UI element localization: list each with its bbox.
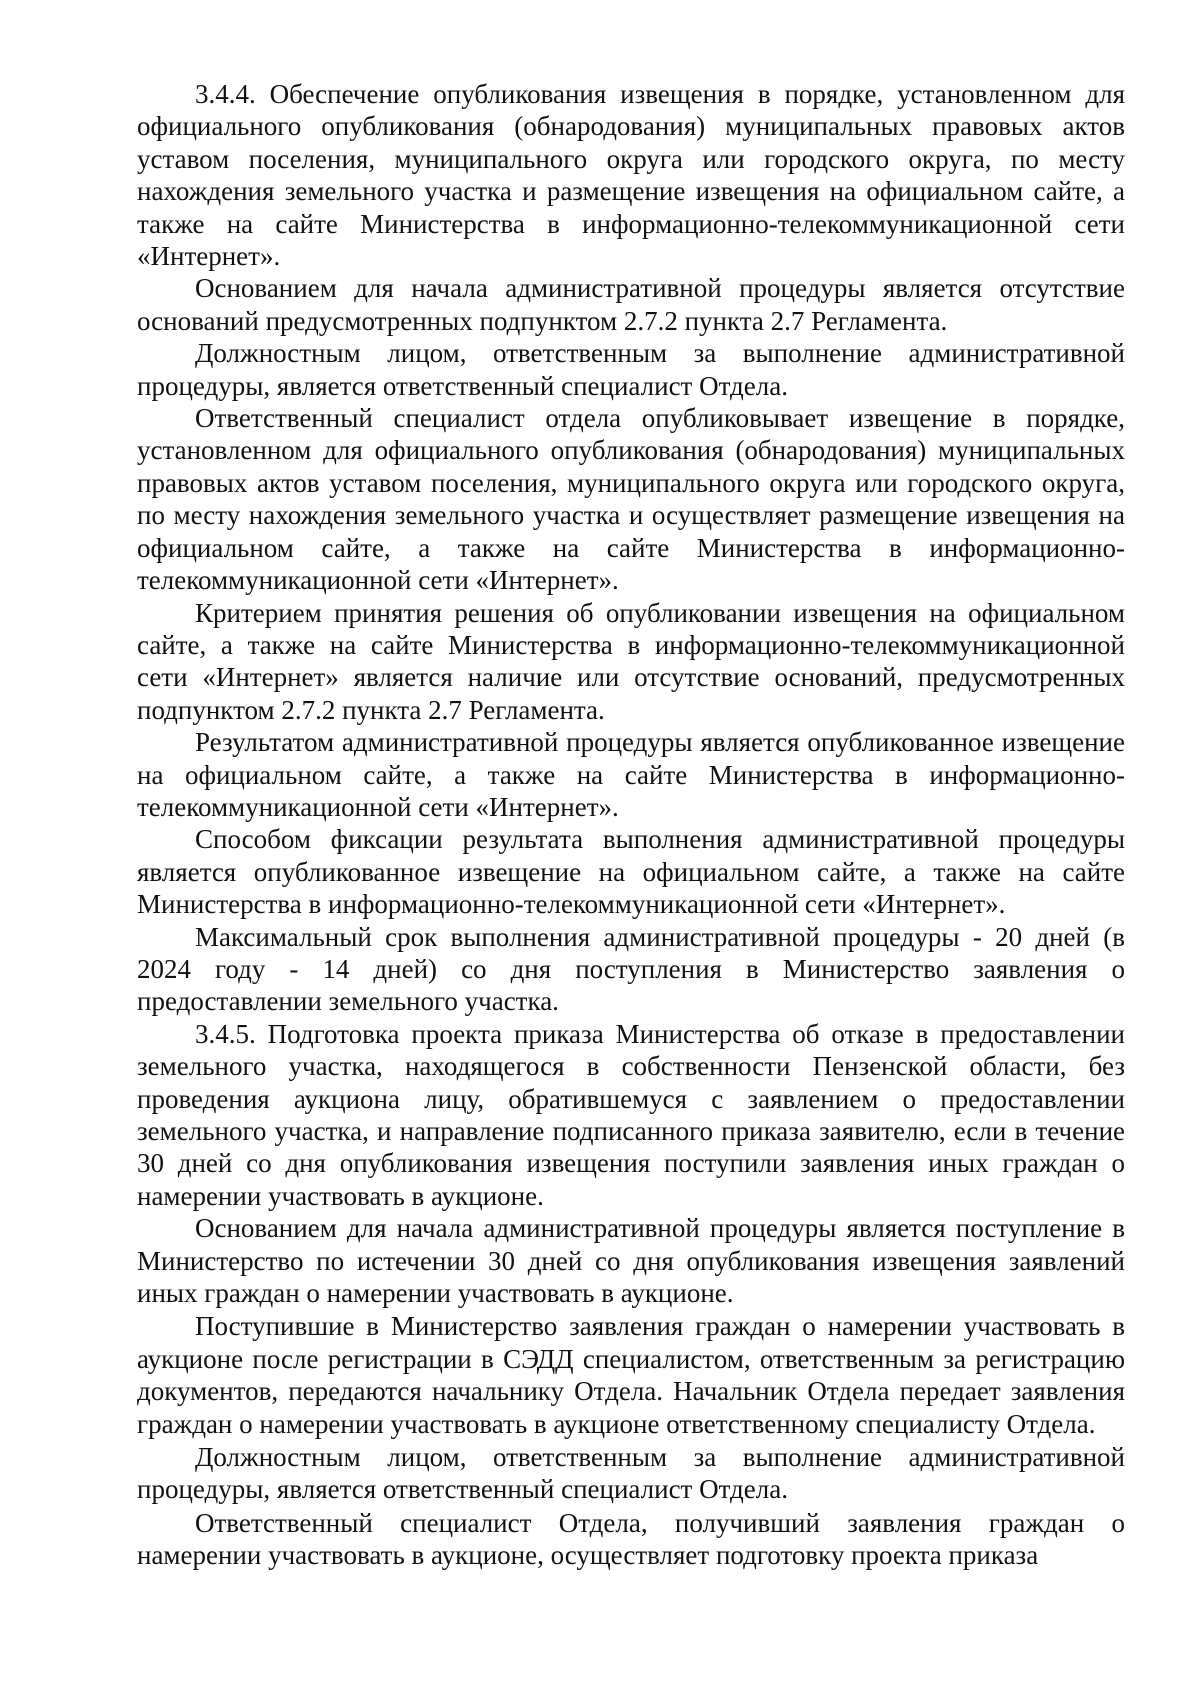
paragraph-fixation-method: Способом фиксации результата выполнения административной процедуры является опубликованное извещение на официальном сайте, а также на сайте Министерства в информационно-телекоммуникационной сети «Интернет». [137,824,1125,920]
paragraph-responsible-official: Должностным лицом, ответственным за выполнение административной процедуры, является ответственный специалист Отдела. [137,338,1125,401]
paragraph-order-preparation: Ответственный специалист Отдела, получивший заявления граждан о намерении участвовать в аукционе, осуществляет подготовку проекта приказа [137,1507,1125,1571]
paragraph-applications-received: Поступившие в Министерство заявления граждан о намерении участвовать в аукционе после регистрации в СЭДД специалистом, ответственным за регистрацию документов, передаются начальнику Отдела. Начальник Отдела передает заявления граждан о намерении участвовать в аукционе ответственному специалисту Отдела. [137,1311,1125,1439]
paragraph-publication-procedure: Ответственный специалист отдела опубликовывает извещение в порядке, установленном для официального опубликования (обнародования) муниципальных правовых актов уставом поселения, муниципального округа или городского округа, по месту нахождения земельного участка и осуществляет размещение извещения на официальном сайте, а также на сайте Министерства в информационно-телекоммуникационной сети «Интернет». [137,403,1125,596]
paragraph-basis-auction: Основанием для начала административной процедуры является поступление в Министерство по истечении 30 дней со дня опубликования извещения заявлений иных граждан о намерении участвовать в аукционе. [137,1213,1125,1309]
paragraph-max-term: Максимальный срок выполнения административной процедуры - 20 дней (в 2024 году - 14 дней) со дня поступления в Министерство заявления о предоставлении земельного участка. [137,921,1125,1017]
paragraph-basis: Основанием для начала административной процедуры является отсутствие оснований предусмотренных подпунктом 2.7.2 пункта 2.7 Регламента. [137,273,1125,336]
paragraph-responsible-official-2: Должностным лицом, ответственным за выполнение административной процедуры, является ответственный специалист Отдела. [137,1442,1125,1505]
document-page [137,78,1125,1572]
paragraph-result: Результатом административной процедуры является опубликованное извещение на официальном сайте, а также на сайте Министерства в информационно-телекоммуникационной сети «Интернет». [137,727,1125,822]
paragraph-3-4-5: 3.4.5. Подготовка проекта приказа Министерства об отказе в предоставлении земельного участка, находящегося в собственности Пензенской области, без проведения аукциона лицу, обратившемуся с заявлением о предоставлении земельного участка, и направление подписанного приказа заявителю, если в течение 30 дней со дня опубликования извещения поступили заявления иных граждан о намерении участвовать в аукционе. [137,1018,1125,1211]
paragraph-decision-criterion: Критерием принятия решения об опубликовании извещения на официальном сайте, а также на сайте Министерства в информационно-телекоммуникационной сети «Интернет» является наличие или отсутствие оснований, предусмотренных подпунктом 2.7.2 пункта 2.7 Регламента. [137,597,1125,725]
paragraph-3-4-4: 3.4.4. Обеспечение опубликования извещения в порядке, установленном для официального опубликования (обнародования) муниципальных правовых актов уставом поселения, муниципального округа или городского округа, по месту нахождения земельного участка и размещение извещения на официальном сайте, а также на сайте Министерства в информационно-телекоммуникационной сети «Интернет». [137,79,1125,272]
